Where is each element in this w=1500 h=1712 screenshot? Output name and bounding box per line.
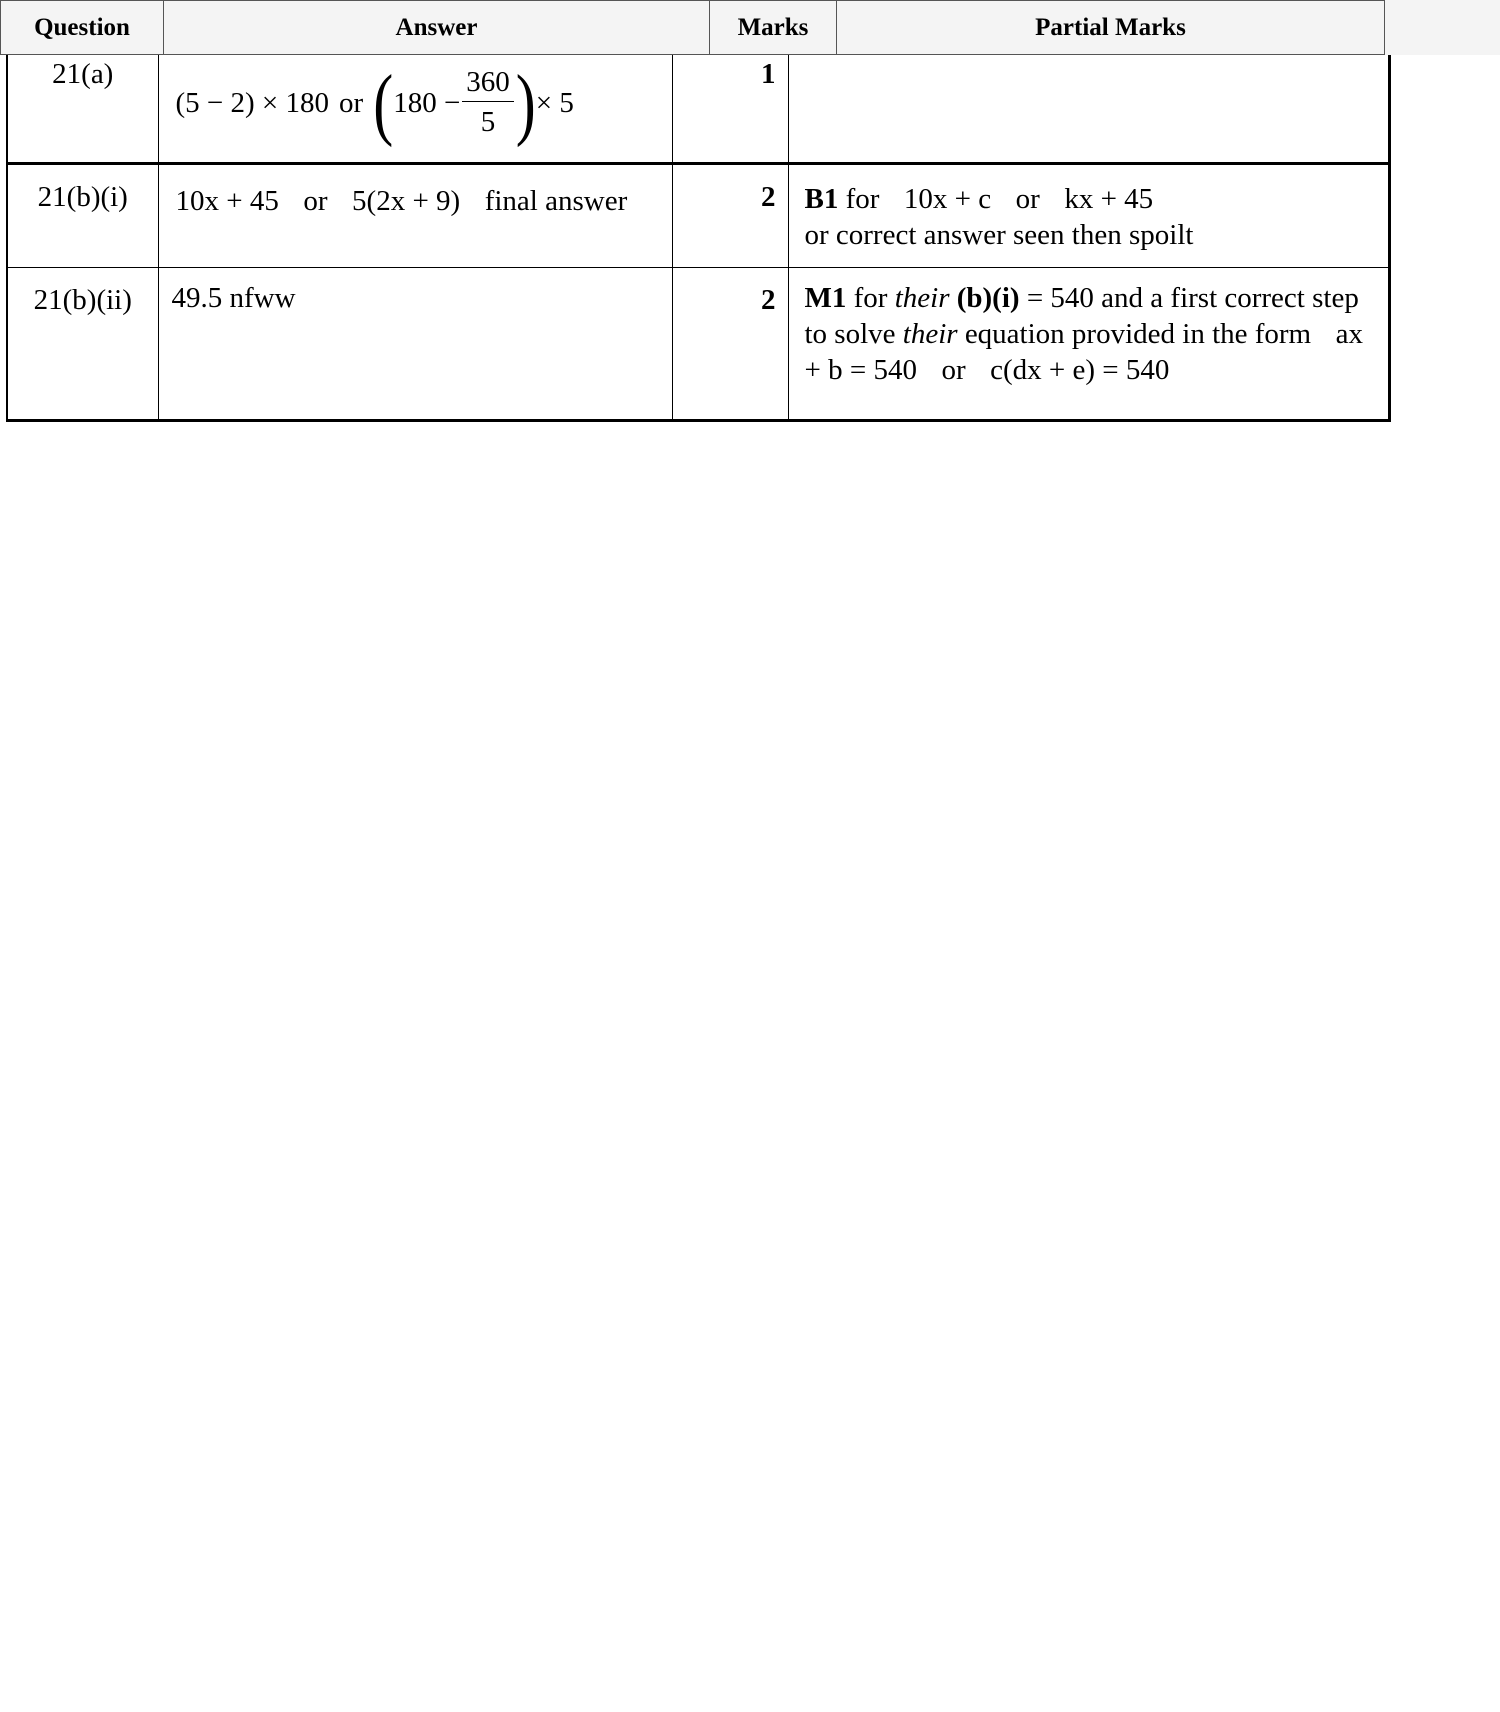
question-cell: 21(b)(ii) [7,267,158,420]
marks-cell: 1 [672,55,788,163]
answer-cell [158,163,672,267]
partial-marks-cell [788,163,1389,267]
partial-their: their [902,317,958,350]
answer-expr2: 5(2x + 9) [352,184,461,217]
marks-cell: 2 [672,163,788,267]
partial-ref: (b)(i) [956,281,1020,314]
partial-expr2: kx + 45 [1064,182,1154,215]
question-cell: 21(b)(i) [7,163,158,267]
partial-text: equation provided in the form [964,317,1312,350]
header-row [1,1,1385,55]
answer-cell [158,55,672,163]
mark-scheme-table [6,55,1391,422]
fraction-denominator: 5 [480,106,496,138]
answer-part1: (5 − 2) × 180 [175,86,330,119]
answer-inner: 180 − [393,86,461,119]
partial-expr2: c(dx + e) = 540 [990,353,1170,386]
right-paren: ) [515,57,536,148]
answer-suffix: final answer [484,184,628,217]
partial-text: for [853,281,888,314]
answer-expression [175,57,672,148]
header-question: Question [1,1,164,55]
answer-times: × 5 [535,86,574,119]
partial-line2: or correct answer seen then spoilt [804,218,1194,251]
header-partial-marks: Partial Marks [837,1,1385,55]
partial-expr1: 10x + c [903,182,992,215]
partial-expr1: ax + b = 540 [804,317,1363,386]
column-header-table [0,0,1385,55]
answer-or: or [303,184,328,217]
header-marks: Marks [710,1,837,55]
partial-or: or [1015,182,1040,215]
partial-code: M1 [804,281,847,314]
header-answer: Answer [164,1,710,55]
left-paren: ( [373,57,394,148]
answer-cell: 49.5 nfww [158,267,672,420]
fraction-numerator: 360 [462,63,514,102]
partial-or: or [941,353,966,386]
partial-their: their [894,281,950,314]
partial-marks-cell [788,267,1389,420]
partial-code: B1 [804,182,839,215]
partial-marks-cell [788,55,1389,163]
partial-text: for [845,182,880,215]
table-row [7,163,1389,267]
answer-expr1: 10x + 45 [175,184,279,217]
partial-text: = 540 and a first correct step to solve [804,281,1359,350]
table-row [7,267,1389,420]
marks-cell: 2 [672,267,788,420]
fraction [462,63,514,142]
table-row [7,55,1389,163]
answer-or: or [339,86,364,119]
question-cell: 21(a) [7,55,158,163]
